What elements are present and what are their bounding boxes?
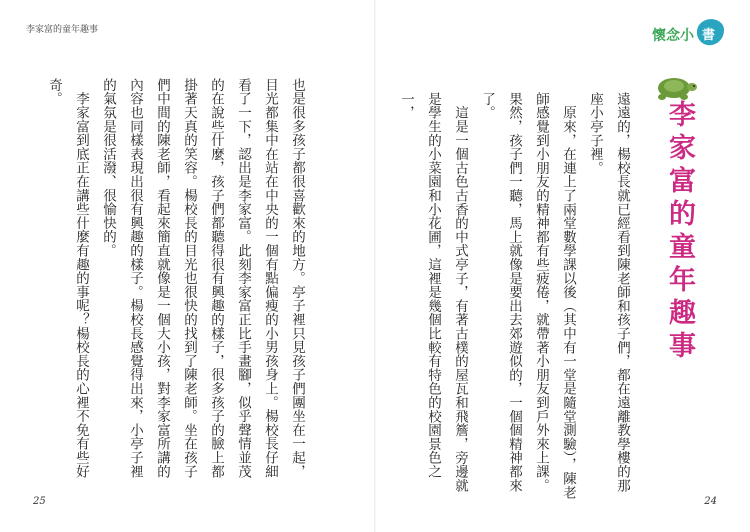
turtle-illustration-icon [650,70,700,104]
right-page-body-text: 遠遠的，楊校長就已經看到陳老師和孩子們，都在遠離教學樓的那座小亭子裡。 原來，在連上了兩堂數學課以後（其中有一堂是隨堂測驗），陳老師感覺到小朋友的精神都有些疲倦，就帶著小朋友到戶外來上課。果然，孩子們一聽，馬上就像是要出去郊遊似的，一個個精神都來了。 這是一個古色古香的中式亭子，有著古樸的屋瓦和飛簷，旁邊就是學生的小菜園和小花圃，這裡是幾個比較有特色的校園景色之一， [398,92,630,500]
page-number-right: 24 [704,496,717,507]
svg-text:懷念小: 懷念小 [652,28,694,44]
chapter-title: 李家富的童年趣事 [664,100,695,364]
left-page-body-text: 也是很多孩子都很喜歡來的地方。亭子裡只見孩子們團坐在一起，目光都集中在站在中央的一個有點偏瘦的小男孩身上。楊校長仔細看了一下，認出是李家富。此刻李家富正比手畫腳，似乎聲情並茂的在說些什麼，孩子們都聽得很有興趣的樣子，很多孩子的臉上都掛著天真的笑容。楊校長的目光也很快的找到了陳老師。坐在孩子們中間的陳老師，看起來簡直就像是一個大小孩，對李家富所講的內容也同樣表現出很有興趣的樣子。楊校長感覺得出來，小亭子裡的氣氛是很活潑、很愉快的。 李家富到底正在講些什麼有趣的事呢？楊校長的心裡不免有些好奇。 [46,78,305,479]
page-number-left: 25 [33,496,46,507]
svg-text:書: 書 [702,28,716,43]
series-logo-icon [650,14,728,54]
right-page [375,0,750,532]
running-header: 李家富的童年趣事 [26,25,99,35]
